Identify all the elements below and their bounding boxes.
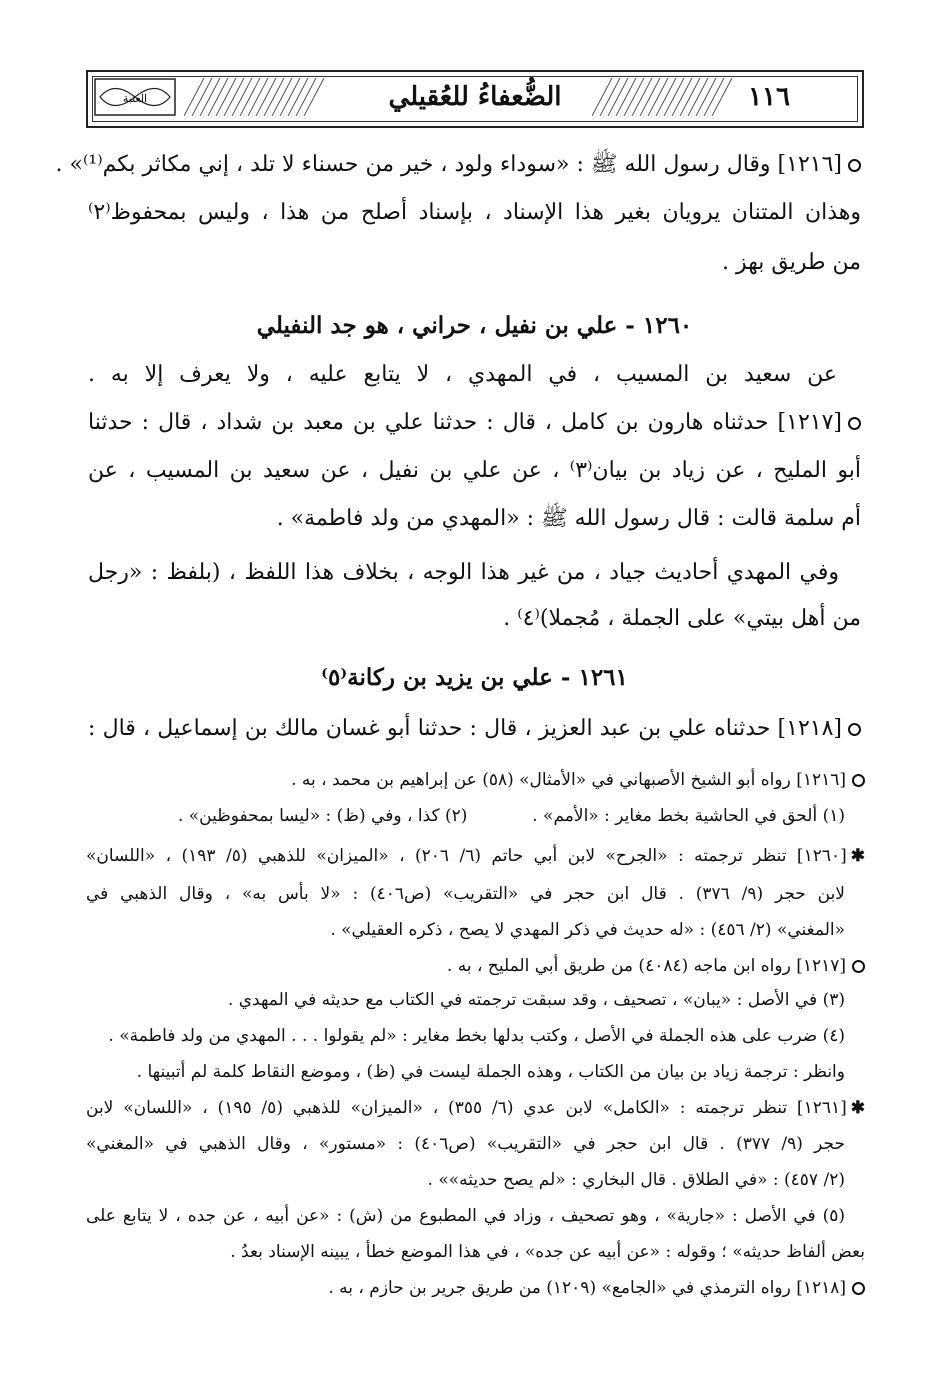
text-line: وهذان المتنان يرويان بغير هذا الإسناد ، بإسناد أصلح من هذا ، وليس بمحفوظ⁽٢⁾ <box>88 200 861 225</box>
footnote-line: (٢/ ٤٥٧) : «في الطلاق . قال البخاري : «لم يصح حديثه»» . <box>427 1170 845 1190</box>
page-header <box>86 70 864 128</box>
hadith-1216: [١٢١٦] وقال رسول الله ﷺ : «سوداء ولود ، خير من حسناء لا تلد ، إني مكاثر بكم⁽¹⁾» . <box>55 152 842 177</box>
star-icon: ✱ <box>850 1098 865 1118</box>
footnote-line: (١) ألحق في الحاشية بخط مغاير : «الأمم» . (٢) كذا ، وفي (ظ) : «ليسا بمحفوظين» . <box>177 806 845 826</box>
hadith-marker-icon <box>852 774 865 787</box>
hadith-marker-icon <box>852 1282 865 1295</box>
text-line <box>88 410 861 436</box>
entry-heading: ١٢٦١ - علي بن يزيد بن ركانة⁽٥⁾ <box>321 664 628 691</box>
hadith-marker-icon <box>852 960 865 973</box>
text-line: من طريق بهز . <box>721 250 861 275</box>
hadith-1217: [١٢١٧] حدثناه هارون بن كامل ، قال : حدثنا علي بن معبد بن شداد ، قال : حدثنا <box>88 410 842 435</box>
entry-heading: ١٢٦٠ - علي بن نفيل ، حراني ، هو جد النفيلي <box>256 312 693 339</box>
footnote-line: [١٢١٧] رواه ابن ماجه (٤٠٨٤) من طريق أبي المليح ، به . <box>86 956 865 976</box>
text-line: من أهل بيتي» على الجملة ، مُجملا)⁽٤⁾ . <box>503 606 861 631</box>
footnote-line: «المغني» (٢/ ٤٥٦) : «له حديث في ذكر المهدي لا يصح ، ذكره العقيلي» . <box>330 920 845 940</box>
logo-text: العتبة <box>122 92 148 105</box>
page-number: ١١٦ <box>748 82 790 112</box>
running-title: الضُّعفاءُ للعُقيلي <box>388 82 562 112</box>
footnote-line: ✱[١٢٦٠] تنظر ترجمته : «الجرح» لابن أبي حاتم (٦/ ٢٠٦) ، «الميزان» للذهبي (٥/ ١٩٣) ، «اللسان» <box>86 846 865 866</box>
text-line <box>55 152 861 178</box>
footnote-line: حجر (٩/ ٣٧٧) . قال ابن حجر في «التقريب» (ص٤٠٦) : «مستور» ، وقال الذهبي في «المغني» <box>86 1134 845 1154</box>
footnote-line: وانظر : ترجمة زياد بن بيان من الكتاب ، وهذه الجملة ليست في (ظ) ، وموضع النقاط كلمة لم أتبينها . <box>136 1062 845 1082</box>
text-line: وفي المهدي أحاديث جياد ، من غير هذا الوجه ، بخلاف هذا اللفظ ، (بلفظ : «رجل <box>88 560 839 585</box>
hadith-marker-icon <box>848 417 861 430</box>
footnote-line: لابن حجر (٩/ ٣٧٦) . قال ابن حجر في «التقريب» (ص٤٠٦) : «لا بأس به» ، وقال الذهبي في <box>86 884 845 904</box>
text-line: أم سلمة قالت : قال رسول الله ﷺ : «المهدي من ولد فاطمة» . <box>276 506 861 531</box>
footnote-line: [١٢١٨] رواه الترمذي في «الجامع» (١٢٠٩) من طريق جرير بن حازم ، به . <box>86 1278 865 1298</box>
footnote-line: [١٢١٦] رواه أبو الشيخ الأصبهاني في «الأمثال» (٥٨) عن إبراهيم بن محمد ، به . <box>86 770 865 790</box>
hadith-1218: [١٢١٨] حدثناه علي بن عبد العزيز ، قال : حدثنا أبو غسان مالك بن إسماعيل ، قال : <box>88 716 842 741</box>
text-line: عن سعيد بن المسيب ، في المهدي ، لا يتابع عليه ، ولا يعرف إلا به . <box>88 362 837 387</box>
footnote-line: ✱[١٢٦١] تنظر ترجمته : «الكامل» لابن عدي (٦/ ٣٥٥) ، «الميزان» للذهبي (٥/ ١٩٥) ، «اللسان» لابن <box>86 1098 865 1118</box>
text-line: أبو المليح ، عن زياد بن بيان⁽٣⁾ ، عن علي بن نفيل ، عن سعيد بن المسيب ، عن <box>88 458 861 483</box>
footnote-line: (٤) ضرب على هذه الجملة في الأصل ، وكتب بدلها بخط مغاير : «لم يقولوا . . . المهدي من ولد فاطمة» . <box>108 1026 845 1046</box>
hadith-marker-icon <box>848 723 861 736</box>
hadith-marker-icon <box>848 159 861 172</box>
footnote-line: بعض ألفاظ حديثه» ؛ وقوله : «عن أبيه عن جده» ، في هذا الموضع خطأ ، يبينه الإسناد بعدُ . <box>230 1242 865 1262</box>
footnote-line: (٥) في الأصل : «جارية» ، وهو تصحيف ، وزاد في المطبوع من (ش) : «عن أبيه ، عن جده ، لا يتابع على <box>86 1206 846 1226</box>
star-icon: ✱ <box>850 846 865 866</box>
footnote-line: (٣) في الأصل : «يبان» ، تصحيف ، وقد سبقت ترجمته في الكتاب مع حديثه في المهدي . <box>227 990 845 1010</box>
text-line <box>88 716 861 742</box>
